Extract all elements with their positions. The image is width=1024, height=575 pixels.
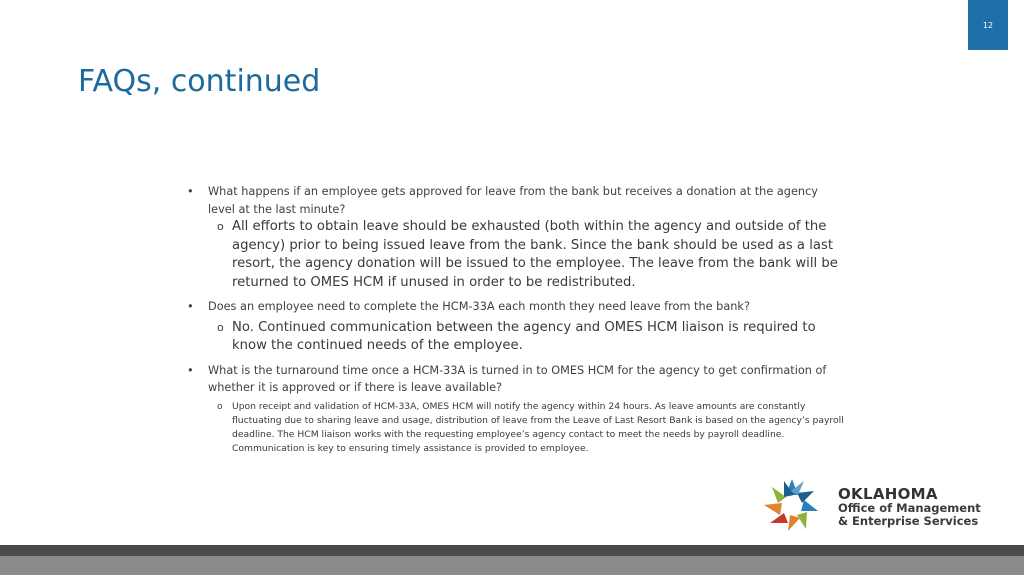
oklahoma-star-logo-icon — [758, 478, 830, 533]
footer-bar-gray — [0, 556, 1024, 575]
faq-question-text: Does an employee need to complete the HCM-33A each month they need leave from the bank? — [208, 300, 750, 313]
bullet-marker: • — [187, 363, 194, 377]
logo-line-2: Office of Management — [838, 501, 981, 515]
logo-wordmark — [838, 486, 981, 528]
faq-list — [184, 183, 844, 456]
faq-question-text: What happens if an employee gets approved for leave from the bank but receives a donation at the agency level at the last minute? — [208, 185, 818, 216]
faq-question — [184, 362, 844, 397]
faq-answer-text: Upon receipt and validation of HCM-33A, OMES HCM will notify the agency within 24 hours. As leave amounts are constantly fluctuating due to sharing leave and usage, distribution of leave from the Leave of Last Resort Bank is based on the agency’s payroll deadline. The HCM liaison works with the requesting employee’s agency contact to meet the needs by payroll deadline. Communication is key to ensuring timely assistance is provided to employee. — [232, 400, 844, 454]
footer-bar-dark — [0, 545, 1024, 556]
page-number-badge — [968, 0, 1008, 50]
sub-bullet-marker: o — [217, 401, 223, 412]
faq-answer — [184, 319, 844, 356]
sub-bullet-marker: o — [217, 220, 224, 233]
slide-title: FAQs, continued — [78, 64, 321, 99]
faq-question — [184, 298, 844, 316]
logo-line-1: OKLAHOMA — [838, 485, 938, 503]
bullet-marker: • — [187, 300, 194, 313]
bullet-marker: • — [187, 185, 194, 198]
faq-answer-text: No. Continued communication between the agency and OMES HCM liaison is required to know the continued needs of the employee. — [232, 319, 816, 353]
faq-answer — [184, 218, 844, 292]
page-number: 12 — [982, 20, 994, 30]
sub-bullet-marker: o — [217, 320, 224, 334]
faq-answer — [184, 400, 844, 456]
faq-question-text: What is the turnaround time once a HCM-33A is turned in to OMES HCM for the agency to get confirmation of whether it is approved or if there is leave available? — [208, 363, 827, 394]
faq-question — [184, 183, 844, 218]
omes-logo — [758, 478, 1008, 533]
logo-line-3: & Enterprise Services — [838, 514, 979, 528]
faq-answer-text: All efforts to obtain leave should be exhausted (both within the agency and outside of the agency) prior to being issued leave from the bank. Since the bank should be used as a last resort, the agency donation will be issued to the employee. The leave from the bank will be returned to OMES HCM if unused in order to be redistributed. — [232, 219, 838, 290]
